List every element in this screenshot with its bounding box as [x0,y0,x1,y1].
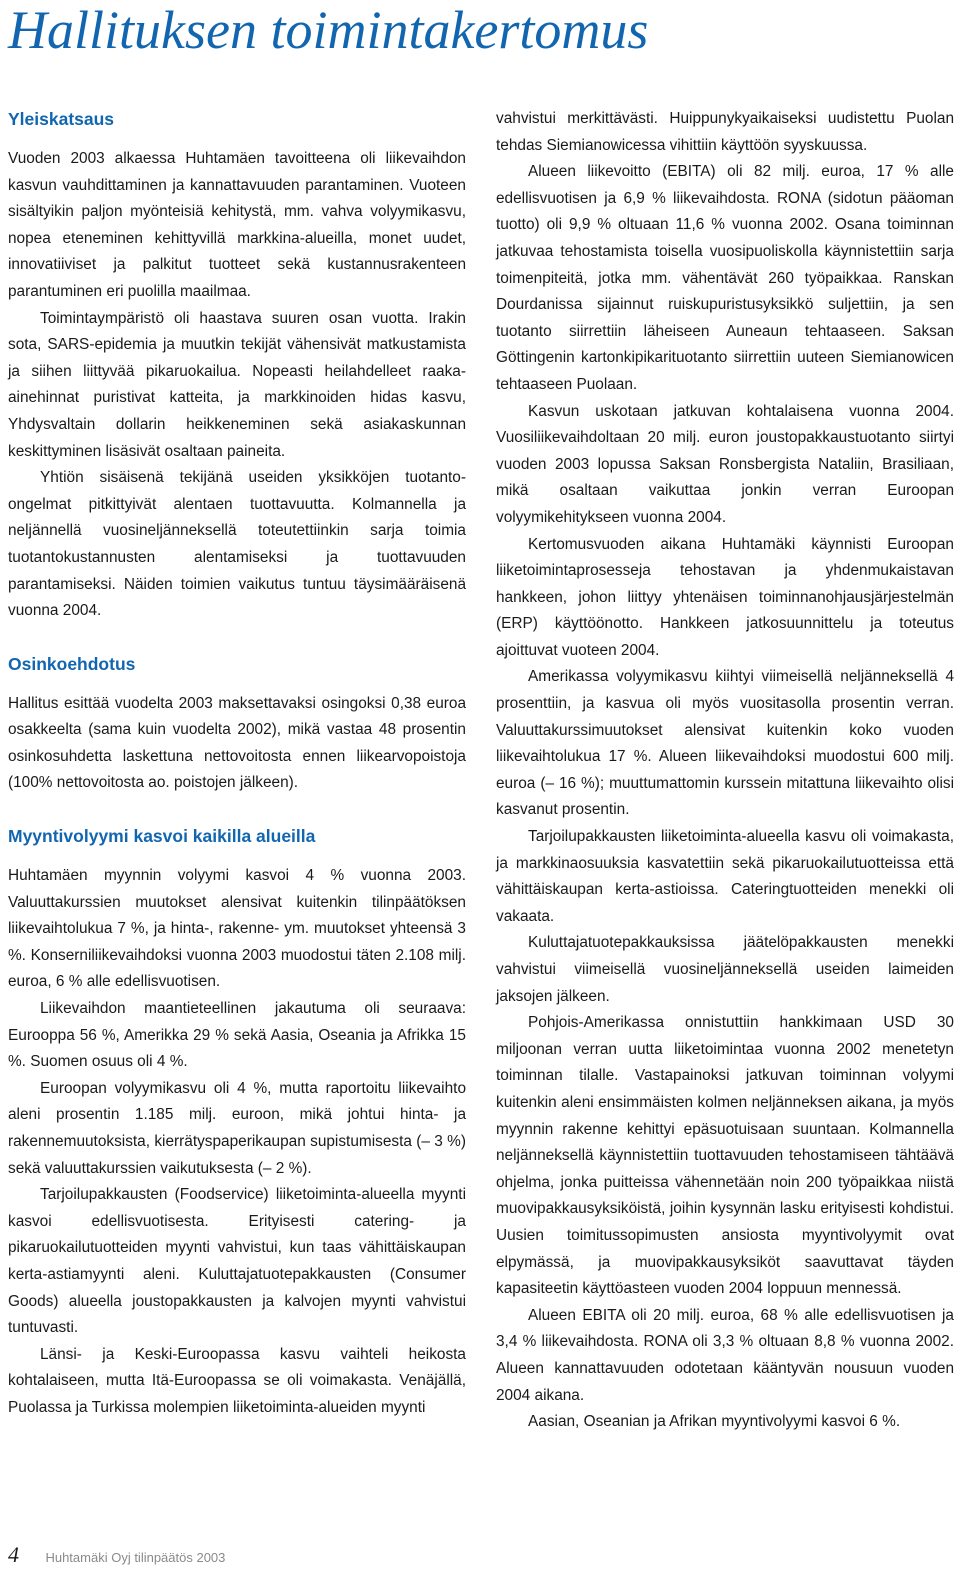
section-dividend [8,651,466,797]
paragraph: Länsi- ja Keski-Euroopassa kasvu vaihteli heikosta kohtalaiseen, mutta Itä-Euroopassa se oli voimakasta. Venäjällä, Puolassa ja Turkissa molempien liiketoiminta-alueiden myynti [8,1345,466,1416]
paragraph: Kasvun uskotaan jatkuvan kohtalaisena vuonna 2004. Vuosiliikevaihdoltaan 20 milj. euron joustopakkaustuotanto siirtyi vuoden 2003 lopussa Saksan Ronsbergista Nataliin, Brasiliaan, mikä osaltaan vaikuttaa jonkin verran Euroopan volyymikehitykseen vuonna 2004. [496,402,954,526]
paragraph: Yhtiön sisäisenä tekijänä useiden yksikköjen tuotanto-ongelmat pitkittyivät alentaen tuottavuutta. Kolmannella ja neljännellä vuosineljänneksellä toteutettiinkin sarja toimia tuotantokustannusten alentamiseksi ja tuottavuuden parantamiseksi. Näiden toimien vaikutus tuntuu täysimääräisenä vuonna 2004. [8,469,466,620]
paragraph: Alueen EBITA oli 20 milj. euroa, 68 % alle edellisvuotisen ja 3,4 % liikevaihdosta. RONA oli 3,3 % oltuaan 8,8 % vuonna 2002. Alueen kannattavuuden odotetaan kääntyvän nousuun vuoden 2004 aikana. [496,1306,954,1404]
section-heading-dividend: Osinkoehdotus [8,653,136,674]
paragraph: Huhtamäen myynnin volyymi kasvoi 4 % vuonna 2003. Valuuttakurssien muutokset alensivat kuitenkin tilinpäätöksen liikevaihtolukua 7 %, ja hinta-, rakenne- ym. muutokset yhteensä 3 %. Konserniliikevaihdoksi vuonna 2003 muodostui täten 2.108 milj. euroa, 6 % alle edellisvuotisen. [8,867,466,991]
paragraph: Euroopan volyymikasvu oli 4 %, mutta raportoitu liikevaihto aleni prosentin 1.185 milj. euroon, mikä johtui hinta- ja rakennemuutoksista, kierrätyspaperikaupan supistumisesta (– 3 %) sekä valuuttakurssien vaikutuksesta (– 2 %). [8,1079,466,1177]
paragraph: Kuluttajatuotepakkauksissa jäätelöpakkausten menekki vahvistui viimeisellä vuosineljänneksellä useiden laimeiden jaksojen jälkeen. [496,934,954,1005]
paragraph: Tarjoilupakkausten (Foodservice) liiketoiminta-alueella myynti kasvoi edellisvuotisesta. Erityisesti catering- ja pikaruokailutuotteiden myynti vahvistui, kun taas vähittäiskaupan kerta-astiamyynti aleni. Kuluttajatuotepakkausten (Consumer Goods) alueella joustopakkausten ja kalvojen myynti vahvistui tuntuvasti. [8,1186,466,1337]
paragraph: Amerikassa volyymikasvu kiihtyi viimeisellä neljänneksellä 4 prosenttiin, ja kasvua oli myös vuositasolla prosentin verran. Valuuttakurssimuutokset alensivat kuitenkin koko vuoden liikevaihtolukua 17 %. Alueen liikevaihdoksi muodostui 600 milj. euroa (– 16 %); muuttumattomin kurssein mitattuna liikevaihto olisi kasvanut prosentin. [496,668,954,819]
paragraph: Vuoden 2003 alkaessa Huhtamäen tavoitteena oli liikevaihdon kasvun vauhdittaminen ja kannattavuuden parantaminen. Vuoteen sisältyikin paljon myönteisiä kehitystä, mm. vahva volyymikasvu, nopea eteneminen kehittyvillä markkina-alueilla, monet uudet, innovatiiviset ja palkitut tuotteet sekä kustannusrakenteen parantuminen eri puolilla maailmaa. [8,150,466,300]
paragraph: Liikevaihdon maantieteellinen jakautuma oli seuraava: Eurooppa 56 %, Amerikka 29 % sekä Aasia, Oseania ja Afrikka 15 %. Suomen osuus oli 4 %. [8,1000,466,1071]
section-overview [8,106,466,625]
page-title: Hallituksen toimintakertomus [8,0,649,60]
paragraph: vahvistui merkittävästi. Huippunykyaikaiseksi uudistettu Puolan tehdas Siemianowicessa vihittiin käyttöön syyskuussa. [496,110,954,154]
paragraph: Pohjois-Amerikassa onnistuttiin hankkimaan USD 30 miljoonan verran uutta liiketoimintaa vuonna 2002 menetetyn toiminnan tilalle. Vastapainoksi jatkuvan toiminnan volyymi kuitenkin aleni ensimmäisten kolmen neljänneksen aikana, ja myös myynnin rakenne kehittyi epäsuotuisaan suuntaan. Kolmannella neljänneksellä käynnistettiin tuottavuuden tehostamiseen tähtäävä ohjelma, jonka puitteissa vähennetään noin 200 työpaikkaa niistä muovipakkausyksiköistä, joihin kysynnän lasku erityisesti kohdistui. Uusien toimitussopimusten ansiosta myyntivolyymit ovat elpymässä, ja muovipakkausyksiköt saavuttavat täyden kapasiteetin käyttöasteen vuoden 2004 loppuun mennessä. [496,1014,954,1298]
section-sales [8,823,466,1421]
paragraph: Kertomusvuoden aikana Huhtamäki käynnisti Euroopan liiketoimintaprosesseja tehostavan ja yhdenmukaistavan hankkeen, johon liittyy yhtenäisen toiminnanohjausjärjestelmän (ERP) käyttöönotto. Hankkeen jatkosuunnittelu ja toteutus ajoittuvat vuoteen 2004. [496,535,954,659]
page-number: 4 [8,1542,19,1567]
paragraph: Tarjoilupakkausten liiketoiminta-alueella kasvu oli voimakasta, ja markkinaosuuksia kasvatettiin sekä pikaruokailutuotteissa että vähittäiskaupan kerta-astioissa. Cateringtuotteiden menekki oli vakaata. [496,828,954,925]
paragraph: Toimintaympäristö oli haastava suuren osan vuotta. Irakin sota, SARS-epidemia ja muutkin tekijät vähensivät matkustamista ja siihen liittyvää pikaruokailua. Nopeasti heilahdelleet raaka-ainehinnat puristivat katteita, ja markkinoiden hidas kasvu, Yhdysvaltain dollarin heikkeneminen sekä asiakaskunnan keskittyminen lisäsivät osaltaan paineita. [8,309,466,460]
paragraph: Aasian, Oseanian ja Afrikan myyntivolyymi kasvoi 6 %. [528,1413,901,1431]
paragraph: Hallitus esittää vuodelta 2003 maksettavaksi osingoksi 0,38 euroa osakkeelta (sama kuin vuodelta 2002), mikä vastaa 48 prosentin osinkosuhdetta laskettuna nettovoitosta ennen liikearvopoistoja (100% nettovoitosta ao. poistojen jälkeen). [8,694,466,792]
paragraph: Alueen liikevoitto (EBITA) oli 82 milj. euroa, 17 % alle edellisvuotisen ja 6,9 % liikevaihdosta. RONA (sidotun pääoman tuotto) oli 9,9 % oltuaan 11,6 % vuonna 2002. Osana toiminnan jatkuvaa tehostamista toisella vuosipuoliskolla käynnistettiin sarja toimenpiteitä, jotka mm. vähentävät 260 työpaikkaa. Ranskan Dourdanissa sijainnut ruiskupuristusyksikkö suljettiin, ja sen tuotanto siirrettiin läheiseen Auneaun tehtaaseen. Saksan Göttingenin kartonkipikarituotanto siirrettiin uuteen Siemianowicen tehtaaseen Puolaan. [496,163,954,393]
section-heading-overview: Yleiskatsaus [8,109,115,129]
page-footer [8,1542,225,1568]
right-column [496,106,954,1436]
footer-text: Huhtamäki Oyj tilinpäätös 2003 [45,1550,226,1565]
section-heading-sales: Myyntivolyymi kasvoi kaikilla alueilla [8,826,316,847]
left-column [8,106,466,1422]
